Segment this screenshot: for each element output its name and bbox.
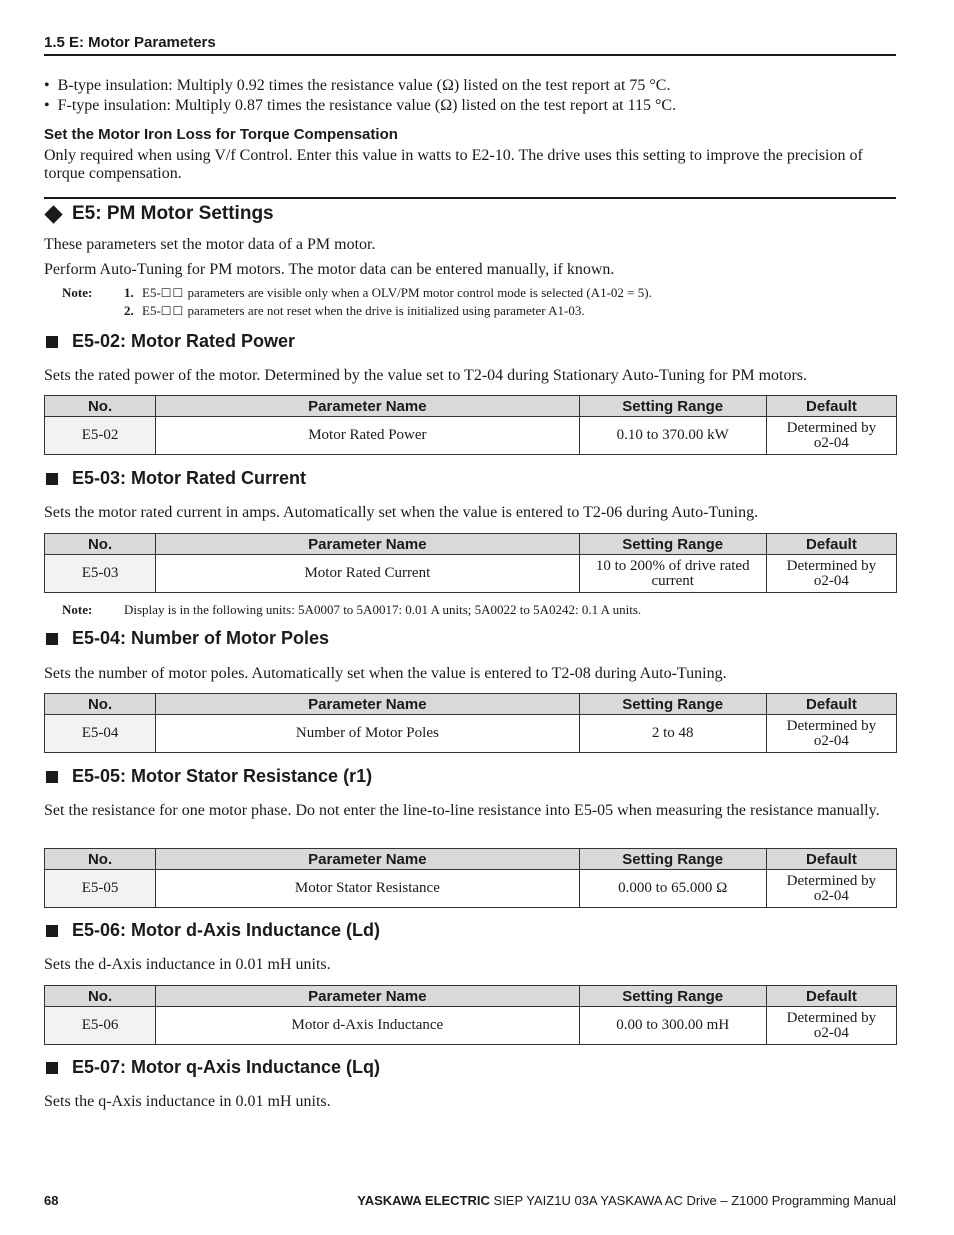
param-table-e5-02 [44,395,897,455]
section-intro-2: Perform Auto-Tuning for PM motors. The motor data can be entered manually, if known. [44,261,615,278]
table-row: E5-02 Motor Rated Power 0.10 to 370.00 kW Determined by o2-04 [45,417,897,455]
diamond-bullet-icon [44,205,62,223]
param-table-e5-05 [44,848,897,908]
param-desc-e5-03: Sets the motor rated current in amps. Automatically set when the value is entered to T2-06 during Auto-Tuning. [44,504,759,521]
square-bullet-icon [46,1062,58,1074]
list-item: • F-type insulation: Multiply 0.87 times the resistance value (Ω) listed on the test report at 115 °C. [44,97,677,114]
iron-loss-heading: Set the Motor Iron Loss for Torque Compensation [44,126,398,143]
table-row: E5-04 Number of Motor Poles 2 to 48 Determined by o2-04 [45,715,897,753]
note-e5-03: Note: Display is in the following units: 5A0007 to 5A0017: 0.01 A units; 5A0022 to 5A0242: 0.1 A units. [62,602,642,617]
table-header-row: No. Parameter Name Setting Range Default [45,986,897,1007]
placeholder-boxes-icon: ☐☐ [160,304,185,318]
square-bullet-icon [46,771,58,783]
param-table-e5-04 [44,693,897,753]
param-heading-e5-03: E5-03: Motor Rated Current [44,468,306,489]
param-table-e5-03 [44,533,897,593]
note-item: 2. E5-☐☐ parameters are not reset when the drive is initialized using parameter A1-03. [124,303,585,318]
section-title: E5: PM Motor Settings [44,203,274,225]
placeholder-boxes-icon: ☐☐ [160,286,185,300]
param-desc-e5-06: Sets the d-Axis inductance in 0.01 mH units. [44,956,331,973]
table-header-row: No. Parameter Name Setting Range Default [45,849,897,870]
param-heading-e5-06: E5-06: Motor d-Axis Inductance (Ld) [44,920,380,941]
list-item: • B-type insulation: Multiply 0.92 times the resistance value (Ω) listed on the test report at 75 °C. [44,77,671,94]
table-header-row: No. Parameter Name Setting Range Default [45,534,897,555]
section-notes [62,284,896,320]
param-table-e5-06 [44,985,897,1045]
square-bullet-icon [46,473,58,485]
param-heading-e5-02: E5-02: Motor Rated Power [44,331,295,352]
section-divider [44,197,896,199]
param-heading-e5-05: E5-05: Motor Stator Resistance (r1) [44,766,372,787]
iron-loss-text: Only required when using V/f Control. Enter this value in watts to E2-10. The drive uses this setting to improve the precision of torque compensation. [44,147,863,182]
insulation-bullet-list [44,76,896,116]
param-desc-e5-05: Set the resistance for one motor phase. Do not enter the line-to-line resistance into E5-05 when measuring the resistance manually. [44,802,880,819]
param-desc-e5-04: Sets the number of motor poles. Automatically set when the value is entered to T2-08 during Auto-Tuning. [44,665,727,682]
param-heading-e5-07: E5-07: Motor q-Axis Inductance (Lq) [44,1057,380,1078]
manual-title: YASKAWA ELECTRIC SIEP YAIZ1U 03A YASKAWA AC Drive – Z1000 Programming Manual [357,1193,896,1208]
page-number: 68 [44,1193,59,1208]
param-desc-e5-02: Sets the rated power of the motor. Determined by the value set to T2-04 during Stationary Auto-Tuning for PM motors. [44,367,808,384]
square-bullet-icon [46,633,58,645]
running-head: 1.5 E: Motor Parameters [44,34,896,56]
table-row: E5-05 Motor Stator Resistance 0.000 to 65.000 Ω Determined by o2-04 [45,870,897,908]
table-header-row: No. Parameter Name Setting Range Default [45,396,897,417]
section-intro-1: These parameters set the motor data of a PM motor. [44,236,376,253]
table-row: E5-06 Motor d-Axis Inductance 0.00 to 300.00 mH Determined by o2-04 [45,1007,897,1045]
square-bullet-icon [46,925,58,937]
param-heading-e5-04: E5-04: Number of Motor Poles [44,628,329,649]
note-item: Note: 1. E5-☐☐ parameters are visible only when a OLV/PM motor control mode is selected (A1-02 = 5). [62,285,652,300]
table-row: E5-03 Motor Rated Current 10 to 200% of drive rated current Determined by o2-04 [45,555,897,593]
square-bullet-icon [46,336,58,348]
table-header-row: No. Parameter Name Setting Range Default [45,694,897,715]
param-desc-e5-07: Sets the q-Axis inductance in 0.01 mH units. [44,1093,331,1110]
